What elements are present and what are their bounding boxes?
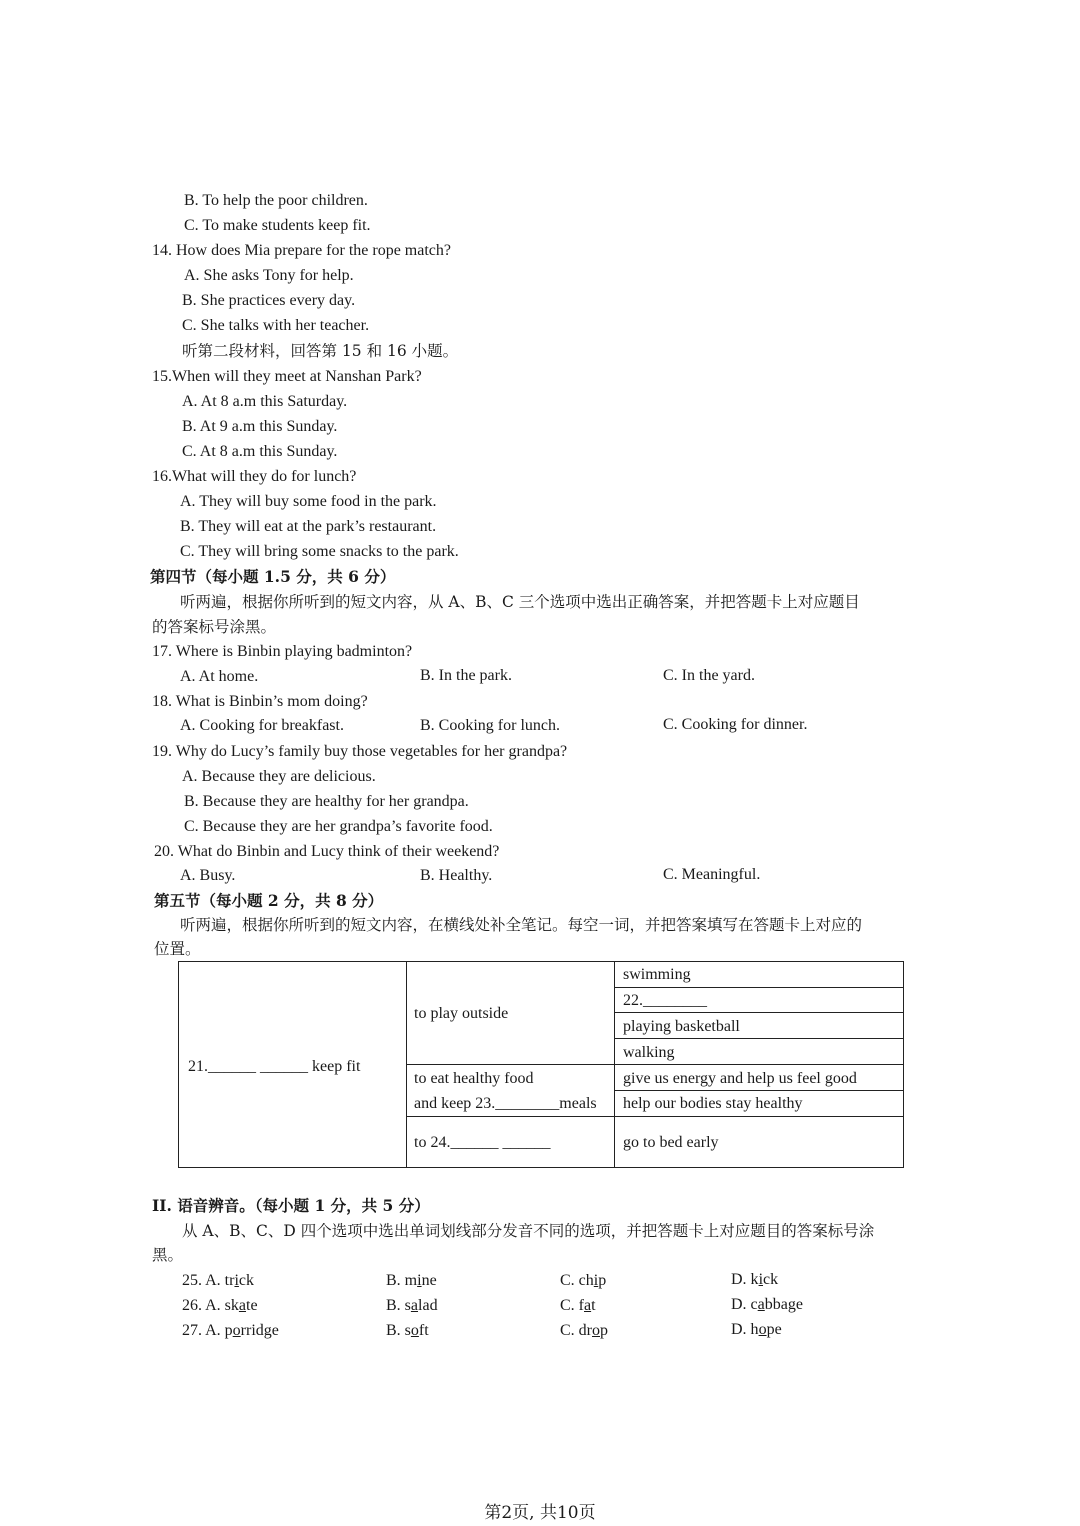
note-basketball: playing basketball xyxy=(623,1018,740,1035)
q25-option-c: C. chip xyxy=(560,1272,607,1289)
q17-question: 17. Where is Binbin playing badminton? xyxy=(152,643,413,660)
q20-option-c: C. Meaningful. xyxy=(663,866,761,883)
note-21-keep-fit: 21.______ ______ keep fit xyxy=(188,1058,361,1075)
q20-question: 20. What do Binbin and Lucy think of their weekend? xyxy=(154,843,500,860)
table-divider xyxy=(614,1012,903,1013)
q17-option-a: A. At home. xyxy=(180,668,259,685)
section4-title: 第四节（每小题 1.5 分，共 6 分） xyxy=(150,567,396,586)
q19-option-c: C. Because they are her grandpa’s favorite food. xyxy=(184,818,493,835)
note-walking: walking xyxy=(623,1044,675,1061)
q26-option-c: C. fat xyxy=(560,1297,596,1314)
q14-question: 14. How does Mia prepare for the rope match? xyxy=(152,242,451,259)
q15-option-c: C. At 8 a.m this Sunday. xyxy=(182,443,338,460)
q14-option-a: A. She asks Tony for help. xyxy=(184,267,354,284)
q13-option-c: C. To make students keep fit. xyxy=(184,217,371,234)
q16-question: 16.What will they do for lunch? xyxy=(152,468,357,485)
q14-option-c: C. She talks with her teacher. xyxy=(182,317,370,334)
note-energy: give us energy and help us feel good xyxy=(623,1070,857,1087)
q19-option-b: B. Because they are healthy for her grandpa. xyxy=(184,793,469,810)
section4-instruction-line2: 的答案标号涂黑。 xyxy=(152,618,277,636)
note-22-blank: 22.________ xyxy=(623,992,707,1009)
part2-instruction-line1: 从 A、B、C、D 四个选项中选出单词划线部分发音不同的选项，并把答题卡上对应题目的答案标号涂 xyxy=(182,1222,875,1240)
q27-option-a: 27. A. porridge xyxy=(182,1322,279,1339)
section5-instruction-line2: 位置。 xyxy=(154,940,201,958)
q27-option-b: B. soft xyxy=(386,1322,429,1339)
page-number: 第2页, 共10页 xyxy=(484,1503,596,1523)
q19-question: 19. Why do Lucy’s family buy those vegetables for her grandpa? xyxy=(152,743,568,760)
notes-table xyxy=(178,961,904,1168)
section4-instruction-line1: 听两遍，根据你所听到的短文内容，从 A、B、C 三个选项中选出正确答案，并把答题卡上对应题目 xyxy=(180,593,860,611)
q18-option-a: A. Cooking for breakfast. xyxy=(180,717,344,734)
q18-option-c: C. Cooking for dinner. xyxy=(663,716,808,733)
note-play-outside: to play outside xyxy=(414,1005,509,1022)
q18-option-b: B. Cooking for lunch. xyxy=(420,717,560,734)
q15-option-b: B. At 9 a.m this Sunday. xyxy=(182,418,338,435)
section5-title: 第五节（每小题 2 分，共 8 分） xyxy=(154,891,384,910)
q26-option-a: 26. A. skate xyxy=(182,1297,258,1314)
q16-option-c: C. They will bring some snacks to the park. xyxy=(180,543,459,560)
note-bodies-healthy: help our bodies stay healthy xyxy=(623,1095,803,1112)
q15-question: 15.When will they meet at Nanshan Park? xyxy=(152,368,422,385)
note-24-sleep: to 24.______ ______ xyxy=(414,1134,551,1151)
q15-option-a: A. At 8 a.m this Saturday. xyxy=(182,393,348,410)
part2-title: II. 语音辨音。（每小题 1 分，共 5 分） xyxy=(152,1196,430,1215)
note-eat-healthy-line1: to eat healthy food xyxy=(414,1070,534,1087)
part2-instruction-line2: 黑。 xyxy=(152,1246,184,1264)
table-divider xyxy=(614,987,903,988)
table-divider xyxy=(614,1038,903,1039)
table-divider xyxy=(406,1064,903,1065)
q27-option-d: D. hope xyxy=(731,1321,782,1338)
q16-option-b: B. They will eat at the park’s restaurant. xyxy=(180,518,437,535)
q20-option-b: B. Healthy. xyxy=(420,867,493,884)
note-swimming: swimming xyxy=(623,966,691,983)
q19-option-a: A. Because they are delicious. xyxy=(182,768,376,785)
q17-option-c: C. In the yard. xyxy=(663,667,755,684)
q25-option-a: 25. A. trick xyxy=(182,1272,255,1289)
q16-option-a: A. They will buy some food in the park. xyxy=(180,493,437,510)
section5-instruction-line1: 听两遍，根据你所听到的短文内容，在横线处补全笔记。每空一词，并把答案填写在答题卡上对应的 xyxy=(180,916,863,934)
q20-option-a: A. Busy. xyxy=(180,867,236,884)
passage2-instruction: 听第二段材料，回答第 15 和 16 小题。 xyxy=(182,342,459,360)
q18-question: 18. What is Binbin’s mom doing? xyxy=(152,693,368,710)
q26-option-d: D. cabbage xyxy=(731,1296,803,1313)
note-eat-healthy-line2: and keep 23.________meals xyxy=(414,1095,597,1112)
q13-option-b: B. To help the poor children. xyxy=(184,192,368,209)
table-divider xyxy=(614,1090,903,1091)
q17-option-b: B. In the park. xyxy=(420,667,512,684)
q27-option-c: C. drop xyxy=(560,1322,608,1339)
q14-option-b: B. She practices every day. xyxy=(182,292,356,309)
q25-option-b: B. mine xyxy=(386,1272,437,1289)
q25-option-d: D. kick xyxy=(731,1271,779,1288)
q26-option-b: B. salad xyxy=(386,1297,438,1314)
table-divider xyxy=(406,1116,903,1117)
note-bed-early: go to bed early xyxy=(623,1134,719,1151)
